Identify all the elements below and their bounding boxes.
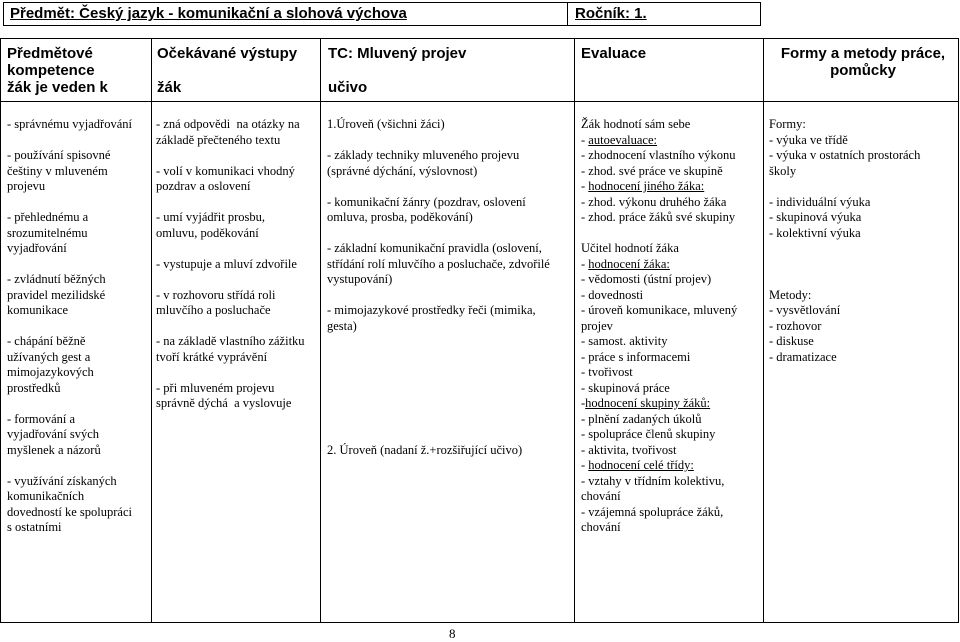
competence-line: - využívání získaných bbox=[7, 473, 117, 488]
outcome-line: - při mluveném projevu bbox=[156, 380, 275, 395]
curriculum-line bbox=[327, 179, 572, 195]
curriculum-line: vystupování) bbox=[327, 272, 393, 286]
competence-line: užívaných gest a bbox=[7, 349, 91, 364]
outcome-line: - v rozhovoru střídá roli bbox=[156, 287, 276, 302]
competence-line: komunikačních bbox=[7, 489, 85, 503]
curriculum-list bbox=[327, 117, 572, 334]
competence-line: myšlenek a názorů bbox=[7, 442, 101, 457]
competence-line: komunikace bbox=[7, 303, 69, 317]
outcome-line: správně dýchá a vyslovuje bbox=[156, 396, 292, 410]
forms-line: - diskuse bbox=[769, 334, 814, 348]
competence-line bbox=[7, 133, 149, 149]
competence-line bbox=[7, 257, 149, 273]
evaluation-line: - zhod. výkonu druhého žáka bbox=[581, 194, 727, 209]
evaluation-line: - úroveň komunikace, mluvený bbox=[581, 303, 738, 317]
outcome-line: mluvčího a posluchače bbox=[156, 303, 271, 317]
evaluation-line: - zhod. práce žáků své skupiny bbox=[581, 210, 736, 224]
curriculum-line: omluva, prosba, poděkování) bbox=[327, 210, 473, 224]
subject-title: Předmět: Český jazyk - komunikační a slohová výchova bbox=[10, 5, 407, 22]
forms-line bbox=[769, 257, 957, 273]
curriculum-table bbox=[0, 38, 959, 623]
competence-line: prostředků bbox=[7, 380, 61, 395]
forms-line: - výuka ve třídě bbox=[769, 132, 848, 147]
forms-line: - rozhovor bbox=[769, 318, 822, 333]
header-row-divider bbox=[1, 101, 958, 102]
column-divider bbox=[320, 39, 321, 622]
header-divider bbox=[567, 3, 568, 25]
evaluation-line: - samost. aktivity bbox=[581, 334, 668, 348]
curriculum-line bbox=[327, 288, 572, 304]
evaluation-line: - dovednosti bbox=[581, 287, 644, 302]
document-header bbox=[3, 2, 761, 26]
curriculum-line: střídání rolí mluvčího a posluchače, zdvořilé bbox=[327, 256, 550, 271]
curriculum-line bbox=[327, 133, 572, 149]
forms-line bbox=[769, 179, 957, 195]
forms-line: - vysvětlování bbox=[769, 303, 841, 317]
forms-line bbox=[769, 272, 957, 288]
forms-line: Formy: bbox=[769, 117, 806, 131]
header-evaluation: Evaluace bbox=[581, 45, 647, 62]
competence-line: - formování a bbox=[7, 411, 76, 426]
evaluation-line: - práce s informacemi bbox=[581, 349, 691, 364]
forms-line: Metody: bbox=[769, 287, 812, 302]
evaluation-line: - hodnocení žáka: bbox=[581, 256, 670, 271]
column-divider bbox=[151, 39, 152, 622]
competence-line bbox=[7, 458, 149, 474]
evaluation-line: chování bbox=[581, 520, 621, 534]
forms-methods-list bbox=[769, 117, 957, 365]
evaluation-line: - tvořivost bbox=[581, 365, 633, 379]
competence-line: vyjadřování svých bbox=[7, 427, 99, 441]
competence-line: pravidel mezilidské bbox=[7, 287, 106, 302]
forms-line: - kolektivní výuka bbox=[769, 225, 861, 240]
outcome-line: tvoří krátké vyprávění bbox=[156, 349, 268, 364]
outcome-line: - umí vyjádřit prosbu, bbox=[156, 210, 266, 224]
competence-line: češtiny v mluveném bbox=[7, 163, 108, 178]
evaluation-line: chování bbox=[581, 489, 621, 503]
competence-line: projevu bbox=[7, 179, 46, 193]
level2-heading: 2. Úroveň (nadaní ž.+rozšiřující učivo) bbox=[327, 443, 523, 457]
outcome-line: - volí v komunikaci vhodný bbox=[156, 163, 295, 178]
evaluation-line: - spolupráce členů skupiny bbox=[581, 427, 716, 441]
header-topic: TC: Mluvený projev učivo bbox=[328, 45, 467, 96]
curriculum-line: gesta) bbox=[327, 318, 357, 333]
header-expected-outcomes: Očekávané výstupy žák bbox=[157, 45, 298, 96]
outcome-line: - na základě vlastního zážitku bbox=[156, 334, 305, 348]
forms-line: - dramatizace bbox=[769, 349, 837, 364]
evaluation-line: - hodnocení celé třídy: bbox=[581, 458, 694, 472]
curriculum-line: - mimojazykové prostředky řeči (mimika, bbox=[327, 303, 536, 317]
outcome-line bbox=[156, 365, 318, 381]
outcomes-list bbox=[156, 117, 318, 412]
outcome-line bbox=[156, 241, 318, 257]
competence-line: srozumitelnému bbox=[7, 225, 88, 240]
competence-line: dovedností ke spolupráci bbox=[7, 504, 132, 519]
forms-line: - skupinová výuka bbox=[769, 210, 862, 224]
competence-line bbox=[7, 195, 149, 211]
evaluation-line: Žák hodnotí sám sebe bbox=[581, 117, 691, 131]
competence-line: - používání spisovné bbox=[7, 148, 111, 162]
competence-line: mimojazykových bbox=[7, 365, 94, 379]
forms-line: školy bbox=[769, 163, 797, 178]
evaluation-line: - zhod. své práce ve skupině bbox=[581, 163, 723, 178]
column-divider bbox=[763, 39, 764, 622]
competence-line bbox=[7, 396, 149, 412]
curriculum-line: 1.Úroveň (všichni žáci) bbox=[327, 117, 445, 131]
header-forms-methods: Formy a metody práce, pomůcky bbox=[780, 45, 946, 79]
evaluation-list bbox=[581, 117, 761, 536]
curriculum-line: - komunikační žánry (pozdrav, oslovení bbox=[327, 194, 526, 209]
evaluation-line: projev bbox=[581, 318, 613, 333]
evaluation-line: - vědomosti (ústní projev) bbox=[581, 272, 712, 286]
competence-line: vyjadřování bbox=[7, 241, 67, 255]
evaluation-line: - aktivita, tvořivost bbox=[581, 442, 677, 457]
outcome-line: základě přečteného textu bbox=[156, 132, 281, 147]
curriculum-line: (správné dýchání, výslovnost) bbox=[327, 163, 478, 178]
outcome-line: omluvu, poděkování bbox=[156, 225, 259, 240]
forms-line: - individuální výuka bbox=[769, 194, 871, 209]
curriculum-line: - základní komunikační pravidla (oslovení, bbox=[327, 241, 542, 255]
evaluation-line: - zhodnocení vlastního výkonu bbox=[581, 148, 736, 162]
outcome-line bbox=[156, 272, 318, 288]
column-divider bbox=[574, 39, 575, 622]
evaluation-line: - autoevaluace: bbox=[581, 132, 658, 147]
forms-line bbox=[769, 241, 957, 257]
evaluation-line: Učitel hodnotí žáka bbox=[581, 241, 679, 255]
evaluation-line: - plnění zadaných úkolů bbox=[581, 411, 702, 426]
curriculum-line: - základy techniky mluveného projevu bbox=[327, 148, 520, 162]
competence-line: s ostatními bbox=[7, 520, 62, 534]
competence-line: - správnému vyjadřování bbox=[7, 117, 132, 131]
competence-line bbox=[7, 319, 149, 335]
evaluation-line: -hodnocení skupiny žáků: bbox=[581, 396, 711, 410]
evaluation-line: - vzájemná spolupráce žáků, bbox=[581, 504, 724, 519]
forms-line: - výuka v ostatních prostorách bbox=[769, 148, 921, 162]
competence-line: - chápání běžně bbox=[7, 334, 86, 348]
outcome-line: - zná odpovědi na otázky na bbox=[156, 117, 300, 131]
header-competences: Předmětové kompetence žák je veden k bbox=[7, 45, 108, 96]
curriculum-line bbox=[327, 226, 572, 242]
evaluation-line bbox=[581, 226, 761, 242]
competence-line: - zvládnutí běžných bbox=[7, 272, 106, 286]
outcome-line bbox=[156, 195, 318, 211]
outcome-line bbox=[156, 148, 318, 164]
competence-line: - přehlednému a bbox=[7, 210, 89, 224]
outcome-line: - vystupuje a mluví zdvořile bbox=[156, 256, 297, 271]
evaluation-line: - hodnocení jiného žáka: bbox=[581, 179, 705, 193]
outcome-line: pozdrav a oslovení bbox=[156, 179, 251, 193]
page-number: 8 bbox=[449, 626, 456, 641]
grade-year: Ročník: 1. bbox=[575, 5, 647, 22]
outcome-line bbox=[156, 319, 318, 335]
evaluation-line: - skupinová práce bbox=[581, 380, 670, 395]
evaluation-line: - vztahy v třídním kolektivu, bbox=[581, 473, 725, 488]
competences-list bbox=[7, 117, 149, 536]
